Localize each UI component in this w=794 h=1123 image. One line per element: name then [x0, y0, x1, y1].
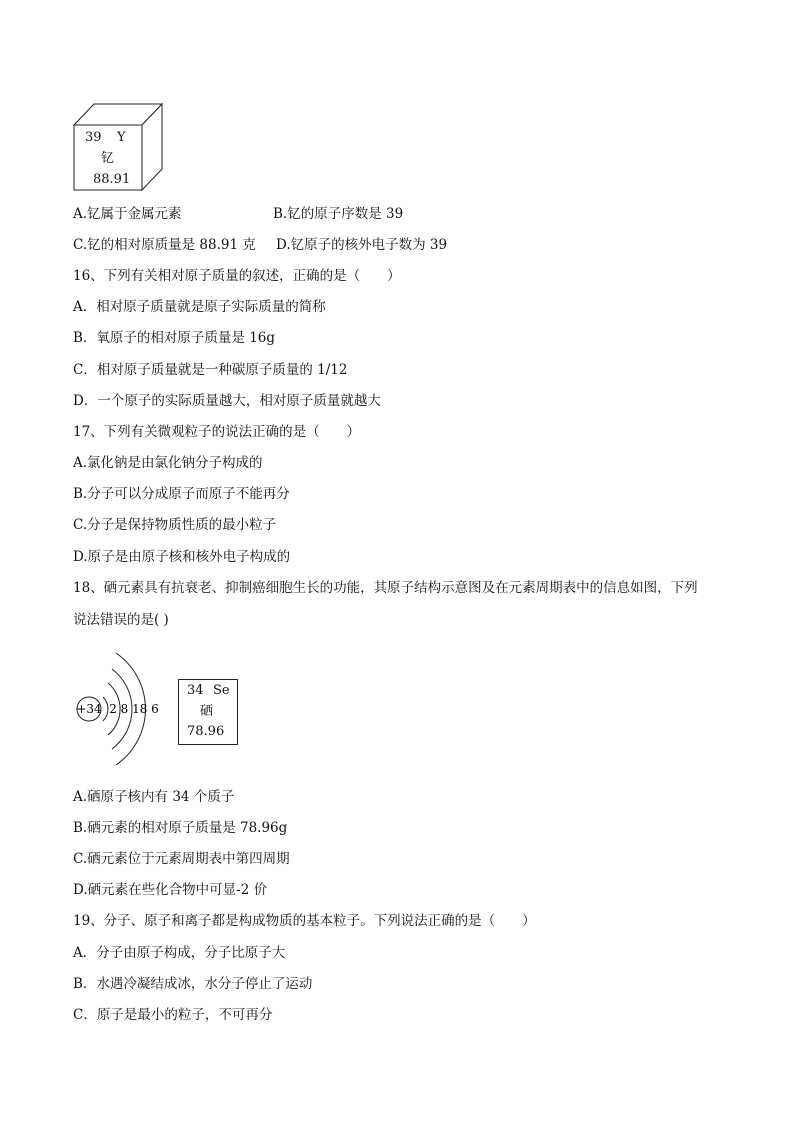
yttrium-element-card — [73, 103, 163, 191]
q18-option-c: C.硒元素位于元素周期表中第四周期 — [73, 851, 290, 867]
electron-configuration: 2 8 18 6 — [109, 702, 159, 716]
q15-option-a: A.钇属于金属元素 — [73, 206, 182, 222]
q17-option-b: B.分子可以分成原子而原子不能再分 — [73, 486, 290, 502]
q15-option-b: B.钇的原子序数是 39 — [273, 206, 404, 222]
q16-stem: 16、下列有关相对原子质量的叙述，正确的是（ ） — [73, 268, 401, 284]
q17-option-a: A.氯化钠是由氯化钠分子构成的 — [73, 455, 263, 471]
electron-shell-arcs — [72, 645, 167, 770]
q19-option-b: B．水遇冷凝结成冰，水分子停止了运动 — [73, 976, 313, 992]
atomic-mass: 88.91 — [93, 172, 131, 187]
se-element-name: 硒 — [200, 704, 214, 719]
q17-option-d: D.原子是由原子核和核外电子构成的 — [73, 549, 291, 565]
element-name: 钇 — [101, 151, 115, 166]
q18-option-a: A.硒原子核内有 34 个质子 — [73, 789, 235, 805]
q16-option-b: B．氧原子的相对原子质量是 16g — [73, 330, 276, 346]
q17-stem: 17、下列有关微观粒子的说法正确的是（ ） — [73, 424, 361, 440]
q16-option-a: A．相对原子质量就是原子实际质量的简称 — [73, 299, 326, 315]
nucleus-charge: +34 — [76, 702, 102, 716]
se-element-symbol: Se — [213, 683, 230, 698]
selenium-atom-structure — [72, 645, 167, 770]
q16-option-d: D．一个原子的实际质量越大，相对原子质量就越大 — [73, 393, 381, 409]
q15-option-d: D.钇原子的核外电子数为 39 — [276, 237, 448, 253]
q19-option-c: C．原子是最小的粒子，不可再分 — [73, 1007, 273, 1023]
q18-option-b: B.硒元素的相对原子质量是 78.96g — [73, 820, 288, 836]
selenium-element-card — [178, 679, 238, 745]
q18-stem-line1: 18、硒元素具有抗衰老、抑制癌细胞生长的功能，其原子结构示意图及在元素周期表中的信息如图，下列 — [73, 580, 698, 596]
se-atomic-number: 34 — [187, 683, 204, 698]
q15-option-c: C.钇的相对原质量是 88.91 克 — [73, 237, 256, 253]
element-symbol: Y — [117, 130, 126, 145]
q18-stem-line2: 说法错误的是( ) — [73, 612, 169, 628]
q19-stem: 19、分子、原子和离子都是构成物质的基本粒子。下列说法正确的是（ ） — [73, 913, 536, 929]
atomic-number: 39 — [85, 130, 102, 145]
q19-option-a: A．分子由原子构成，分子比原子大 — [73, 945, 286, 961]
q17-option-c: C.分子是保持物质性质的最小粒子 — [73, 517, 277, 533]
q16-option-c: C．相对原子质量就是一种碳原子质量的 1/12 — [73, 362, 348, 378]
q18-option-d: D.硒元素在些化合物中可显-2 价 — [73, 882, 268, 898]
se-atomic-mass: 78.96 — [187, 724, 225, 739]
